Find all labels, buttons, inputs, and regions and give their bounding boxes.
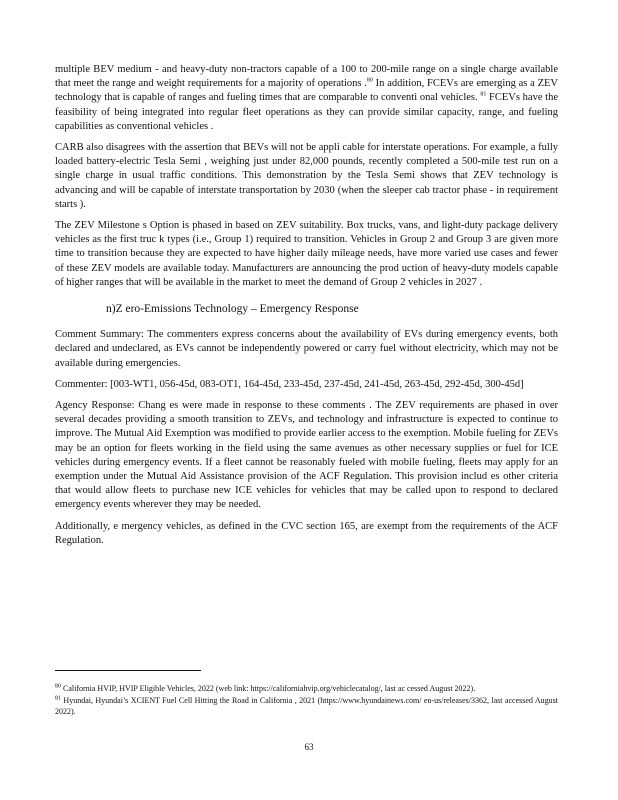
paragraph-interstate-operations: CARB also disagrees with the assertion that BEVs will not be appli cable for interstate operations. For example, a fully loaded battery-electric Tesla Semi , weighing just under 82,000 pounds, recently completed a 500-mile test run on a single charge in usual traffic conditions. This demonstration by the Tesla Semi shows that ZEV technology is advancing and will be capable of interstate transportation by 2030 (when the sleeper cab tractor phase - in requirement starts ). xyxy=(55,142,558,210)
paragraph-emergency-exemption: Additionally, e mergency vehicles, as defined in the CVC section 165, are exempt from the requirements of the ACF Regulation. xyxy=(55,520,558,546)
footnote-81 xyxy=(55,695,558,717)
paragraph-bev-fcev-range xyxy=(55,63,558,134)
section-heading: n)Z ero-Emissions Technology – Emergency Response xyxy=(106,303,359,316)
footnote-mark: 80 xyxy=(55,683,61,690)
paragraph-text-part: FCEVs have the feasibility of being integrated into regular fleet operations as they can provide similar capacity, range, and fueling capabilities as conventional vehicles . xyxy=(55,92,559,132)
paragraph-comment-summary: Comment Summary: The commenters express concerns about the availability of EVs during emergency events, both declared and undeclared, as EVs cannot be independently powered or carry fuel without electricity, which may not be available during emergencies. xyxy=(55,329,558,369)
paragraph-agency-response: Agency Response: Chang es were made in response to these comments . The ZEV requirements are phased in over several decades providing a smooth transition to ZEVs, and technology and infrastructure is expected to continue to improve. The Mutual Aid Exemption was modified to provide earlier access to the exemption. Mobile fueling for ZEVs may be an option for fleets working in the field using the same avenues as other necessary supplies or fuel for ICE vehicles during emergency events. If a fleet cannot be reasonably fueled with mobile fueling, fleets may apply for an exemption under the Mutual Aid Assistance provision of the ACF Regulation. This provision includ es other criteria that would allow fleets to purchase new ICE vehicles for vehicles that may be called upon to respond to declared emergency events wherever they may be needed. xyxy=(55,400,558,511)
page-number: 63 xyxy=(304,742,314,752)
paragraph-commenter: Commenter: [003-WT1, 056-45d, 083-OT1, 164-45d, 233-45d, 237-45d, 241-45d, 263-45d, 292-45d, 300-45d] xyxy=(55,378,524,390)
footnote-80 xyxy=(55,683,558,694)
paragraph-text-part: multiple BEV medium - and heavy-duty non-tractors capable of a 100 to 200-mile range on a single charge available that meet the range and weight requirements for a majority of operations . xyxy=(55,64,558,90)
footnote-text: California HVIP, HVIP Eligible Vehicles, 2022 (web link: https://californiahvip.org/vehiclecatalog/, last ac cessed August 2022). xyxy=(63,684,476,693)
paragraph-zev-milestones: The ZEV Milestone s Option is phased in based on ZEV suitability. Box trucks, vans, and light-duty package delivery vehicles as the first truc k types (i.e., Group 1) required to transition. Vehicles in Group 2 and Group 3 are given more time to transition because they are expected to have higher daily mileage needs, have more varied use cases and fewer of these ZEV models are available today. Manufacturers are announcing the prod uction of heavy-duty models capable of higher ranges that will be available in the market to meet the demand of Group 2 vehicles in 2027 . xyxy=(55,220,558,288)
footnote-mark: 81 xyxy=(55,695,61,702)
footnote-text: Hyundai, Hyundai’s XCIENT Fuel Cell Hitting the Road in California , 2021 (https://www.hyundainews.com/ en-us/releases/3362, last accessed August 2022). xyxy=(55,696,558,716)
body-text xyxy=(55,63,558,555)
footnote-reference-80: 80 xyxy=(366,77,373,84)
footnotes xyxy=(55,683,558,718)
footnote-divider xyxy=(55,670,201,671)
paragraph-text-part: In addition, FCEVs are emerging as a ZEV technology that is capable of ranges and fueling times that are comparable to conventi onal vehicles. xyxy=(55,78,558,104)
footnote-reference-81: 81 xyxy=(480,91,487,98)
